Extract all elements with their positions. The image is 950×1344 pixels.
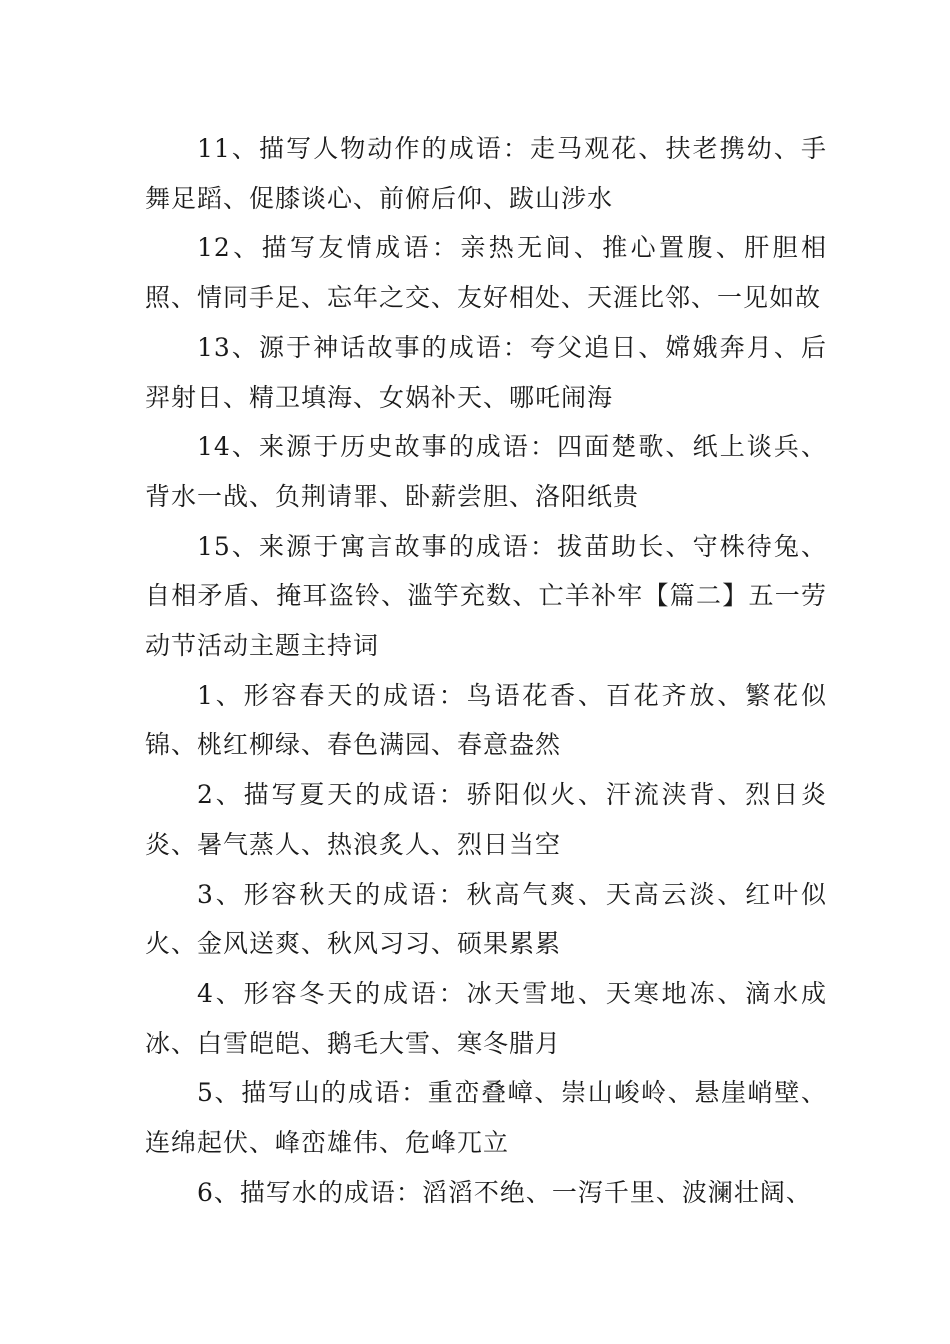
paragraph-idioms-mountain: 5、描写山的成语：重峦叠嶂、崇山峻岭、悬崖峭壁、连绵起伏、峰峦雄伟、危峰兀立 [145,1078,827,1158]
paragraph-idioms-autumn: 3、形容秋天的成语：秋高气爽、天高云淡、红叶似火、金风送爽、秋风习习、硕果累累 [145,879,827,959]
paragraph-idioms-water: 6、描写水的成语：滔滔不绝、一泻千里、波澜壮阔、 [197,1177,812,1207]
paragraph-idioms-actions: 11、描写人物动作的成语：走马观花、扶老携幼、手舞足蹈、促膝谈心、前俯后仰、跋山涉水 [145,134,827,213]
paragraph-idioms-summer: 2、描写夏天的成语：骄阳似火、汗流浃背、烈日炎炎、暑气蒸人、热浪炙人、烈日当空 [145,780,827,859]
paragraph-idioms-winter: 4、形容冬天的成语：冰天雪地、天寒地冻、滴水成冰、白雪皑皑、鹅毛大雪、寒冬腊月 [145,978,827,1058]
paragraph-idioms-fables: 15、来源于寓言故事的成语：拔苗助长、守株待兔、自相矛盾、掩耳盗铃、滥竽充数、亡羊补牢【篇二】五一劳动节活动主题主持词 [145,531,827,661]
paragraph-idioms-myths: 13、源于神话故事的成语：夸父追日、嫦娥奔月、后羿射日、精卫填海、女娲补天、哪吒闹海 [145,332,827,412]
paragraph-idioms-spring: 1、形容春天的成语：鸟语花香、百花齐放、繁花似锦、桃红柳绿、春色满园、春意盎然 [145,680,827,760]
document-body [145,124,827,1217]
paragraph-idioms-friendship: 12、描写友情成语：亲热无间、推心置腹、肝胆相照、情同手足、忘年之交、友好相处、天涯比邻、一见如故 [145,233,827,313]
paragraph-idioms-history: 14、来源于历史故事的成语：四面楚歌、纸上谈兵、背水一战、负荆请罪、卧薪尝胆、洛阳纸贵 [145,432,827,511]
